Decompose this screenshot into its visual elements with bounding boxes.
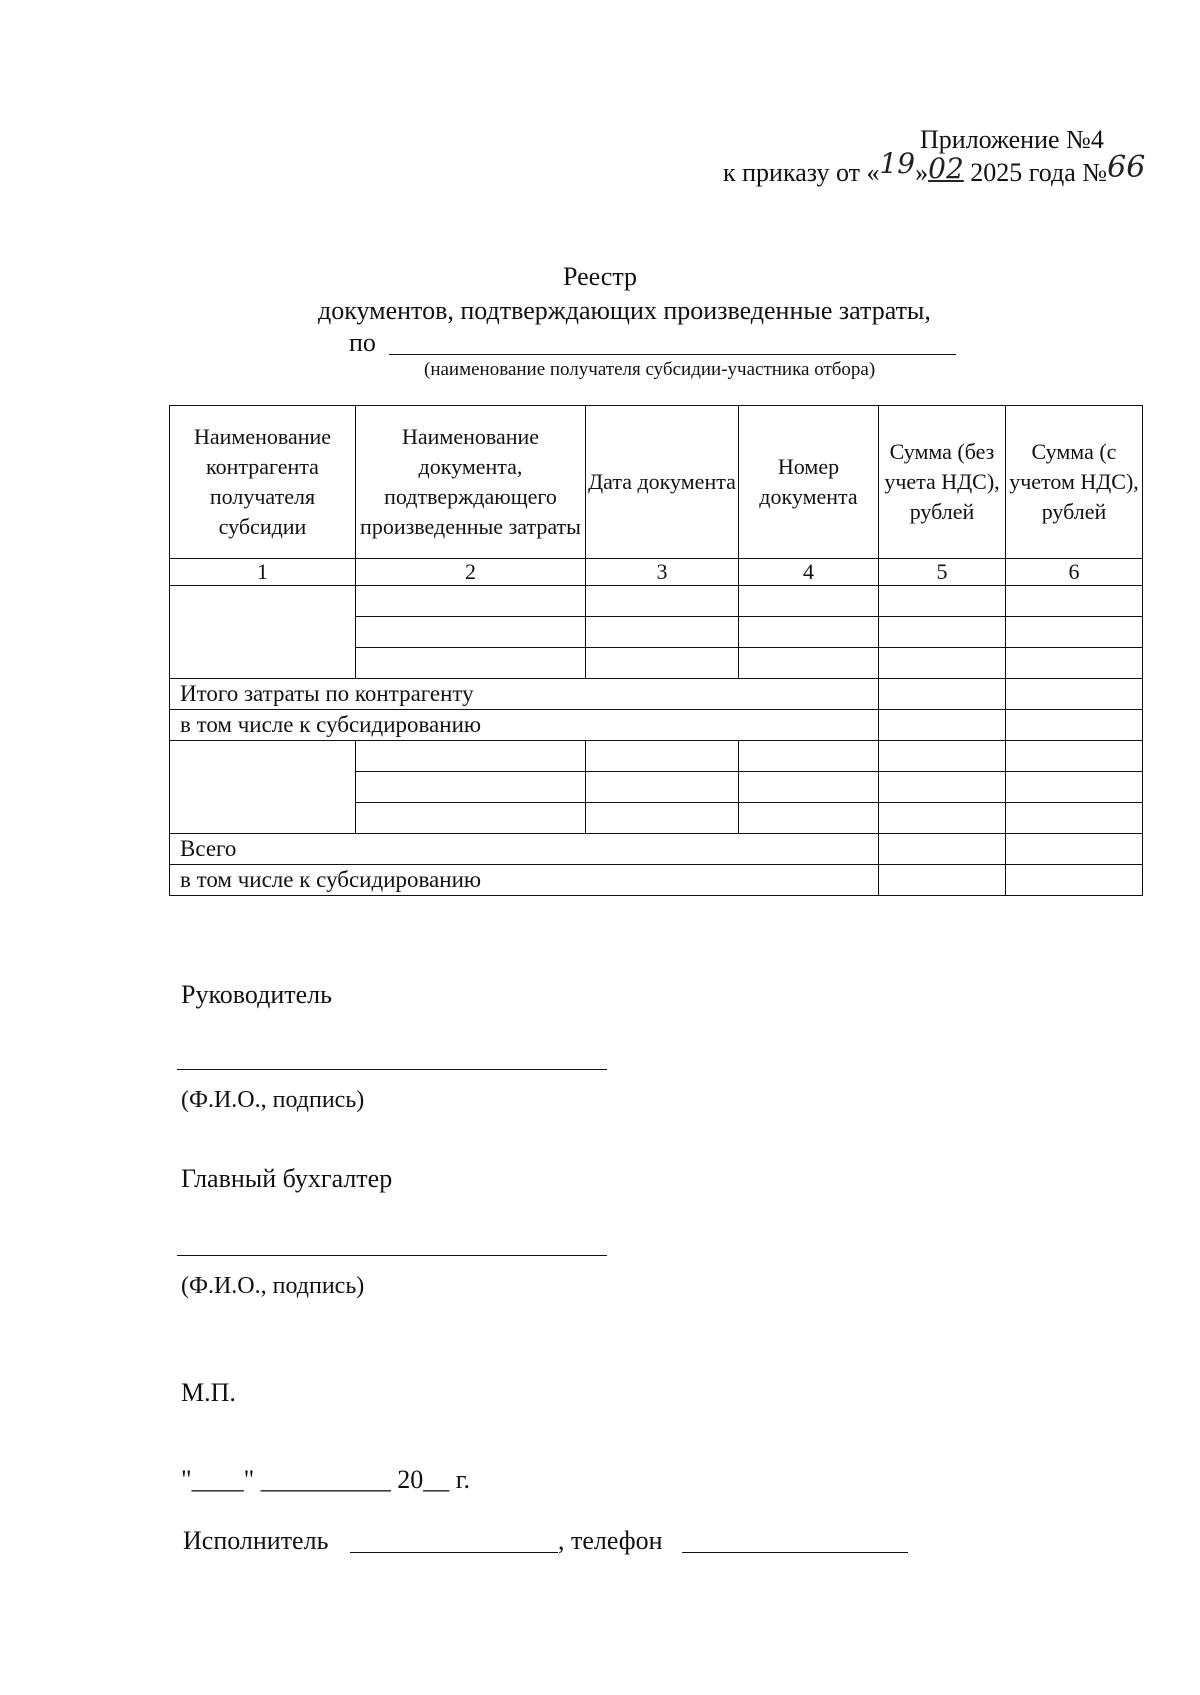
- head-signature-line[interactable]: [177, 1069, 607, 1070]
- document-title: Реестр: [562, 262, 638, 291]
- total-label: Всего: [170, 834, 879, 865]
- header-counterparty: Наименование контрагента получателя субсидии: [170, 406, 356, 559]
- table-cell[interactable]: [586, 586, 739, 617]
- subsidized-label: в том числе к субсидированию: [170, 710, 879, 741]
- table-cell[interactable]: [586, 617, 739, 648]
- table-cell[interactable]: [879, 834, 1006, 865]
- counterparty-cell[interactable]: [170, 741, 356, 834]
- subsidized-row: [170, 710, 1143, 741]
- table-cell[interactable]: [879, 865, 1006, 896]
- table-cell[interactable]: [1006, 834, 1143, 865]
- recipient-caption: (наименование получателя субсидии-участника отбора): [424, 359, 876, 380]
- order-day-handwritten: 19: [879, 147, 916, 180]
- table-cell[interactable]: [879, 679, 1006, 710]
- table-cell[interactable]: [1006, 648, 1143, 679]
- counterparty-cell[interactable]: [170, 586, 356, 679]
- table-cell[interactable]: [1006, 586, 1143, 617]
- document-subtitle: документов, подтверждающих произведенные затраты,: [318, 296, 931, 325]
- column-number: 1: [170, 559, 356, 586]
- table-cell[interactable]: [586, 648, 739, 679]
- total-row: [170, 834, 1143, 865]
- table-cell[interactable]: [356, 617, 586, 648]
- executor-name-line[interactable]: [350, 1552, 558, 1553]
- column-number: 5: [879, 559, 1006, 586]
- column-number-row: [170, 559, 1143, 586]
- total-subsidized-row: [170, 865, 1143, 896]
- table-cell[interactable]: [879, 648, 1006, 679]
- table-cell[interactable]: [586, 772, 739, 803]
- table-cell[interactable]: [739, 617, 879, 648]
- table-cell[interactable]: [1006, 679, 1143, 710]
- table-row: [170, 741, 1143, 772]
- table-header-row: [170, 406, 1143, 559]
- accountant-caption: (Ф.И.О., подпись): [181, 1273, 365, 1299]
- order-number-handwritten: 66: [1107, 150, 1146, 185]
- table-cell[interactable]: [586, 803, 739, 834]
- head-caption: (Ф.И.О., подпись): [181, 1087, 365, 1113]
- stamp-label: М.П.: [181, 1378, 236, 1407]
- table-cell[interactable]: [1006, 803, 1143, 834]
- header-sum-with-vat: Сумма (с учетом НДС), рублей: [1006, 406, 1143, 559]
- table-cell[interactable]: [356, 803, 586, 834]
- table-cell[interactable]: [1006, 710, 1143, 741]
- table-cell[interactable]: [879, 617, 1006, 648]
- table-cell[interactable]: [739, 586, 879, 617]
- recipient-name-line: [389, 354, 956, 355]
- phone-line[interactable]: [682, 1552, 908, 1553]
- head-label: Руководитель: [181, 980, 332, 1009]
- by-label: по: [349, 328, 376, 357]
- table-cell[interactable]: [1006, 741, 1143, 772]
- table-cell[interactable]: [879, 741, 1006, 772]
- table-cell[interactable]: [739, 648, 879, 679]
- header-document-date: Дата документа: [586, 406, 739, 559]
- subtotal-label: Итого затраты по контрагенту: [170, 679, 879, 710]
- phone-label: , телефон: [558, 1526, 663, 1555]
- table-cell[interactable]: [356, 741, 586, 772]
- order-reference: [723, 147, 1146, 189]
- table-cell[interactable]: [739, 741, 879, 772]
- header-document-number: Номер документа: [739, 406, 879, 559]
- table-row: [170, 586, 1143, 617]
- order-suffix: 2025 года №: [963, 158, 1108, 187]
- table-cell[interactable]: [739, 772, 879, 803]
- table-cell[interactable]: [586, 741, 739, 772]
- order-prefix: к приказу от «: [723, 158, 880, 187]
- column-number: 4: [739, 559, 879, 586]
- appendix-title: Приложение №4: [920, 125, 1104, 154]
- column-number: 3: [586, 559, 739, 586]
- table-cell[interactable]: [879, 586, 1006, 617]
- accountant-label: Главный бухгалтер: [181, 1164, 393, 1193]
- order-mid: »: [915, 158, 929, 187]
- table-cell[interactable]: [1006, 772, 1143, 803]
- register-table: [169, 405, 1143, 896]
- table-cell[interactable]: [739, 803, 879, 834]
- table-cell[interactable]: [1006, 617, 1143, 648]
- table-cell[interactable]: [879, 772, 1006, 803]
- total-subsidized-label: в том числе к субсидированию: [170, 865, 879, 896]
- column-number: 2: [356, 559, 586, 586]
- table-cell[interactable]: [879, 710, 1006, 741]
- order-month-handwritten: 02: [928, 152, 964, 185]
- table-cell[interactable]: [879, 803, 1006, 834]
- table-cell[interactable]: [356, 586, 586, 617]
- date-line: "____" __________ 20__ г.: [181, 1465, 470, 1494]
- header-document-name: Наименование документа, подтверждающего произведенные затраты: [356, 406, 586, 559]
- subtotal-row: [170, 679, 1143, 710]
- executor-label: Исполнитель: [183, 1526, 329, 1555]
- table-cell[interactable]: [356, 648, 586, 679]
- accountant-signature-line[interactable]: [177, 1255, 607, 1256]
- header-sum-without-vat: Сумма (без учета НДС), рублей: [879, 406, 1006, 559]
- table-cell[interactable]: [356, 772, 586, 803]
- column-number: 6: [1006, 559, 1143, 586]
- table-cell[interactable]: [1006, 865, 1143, 896]
